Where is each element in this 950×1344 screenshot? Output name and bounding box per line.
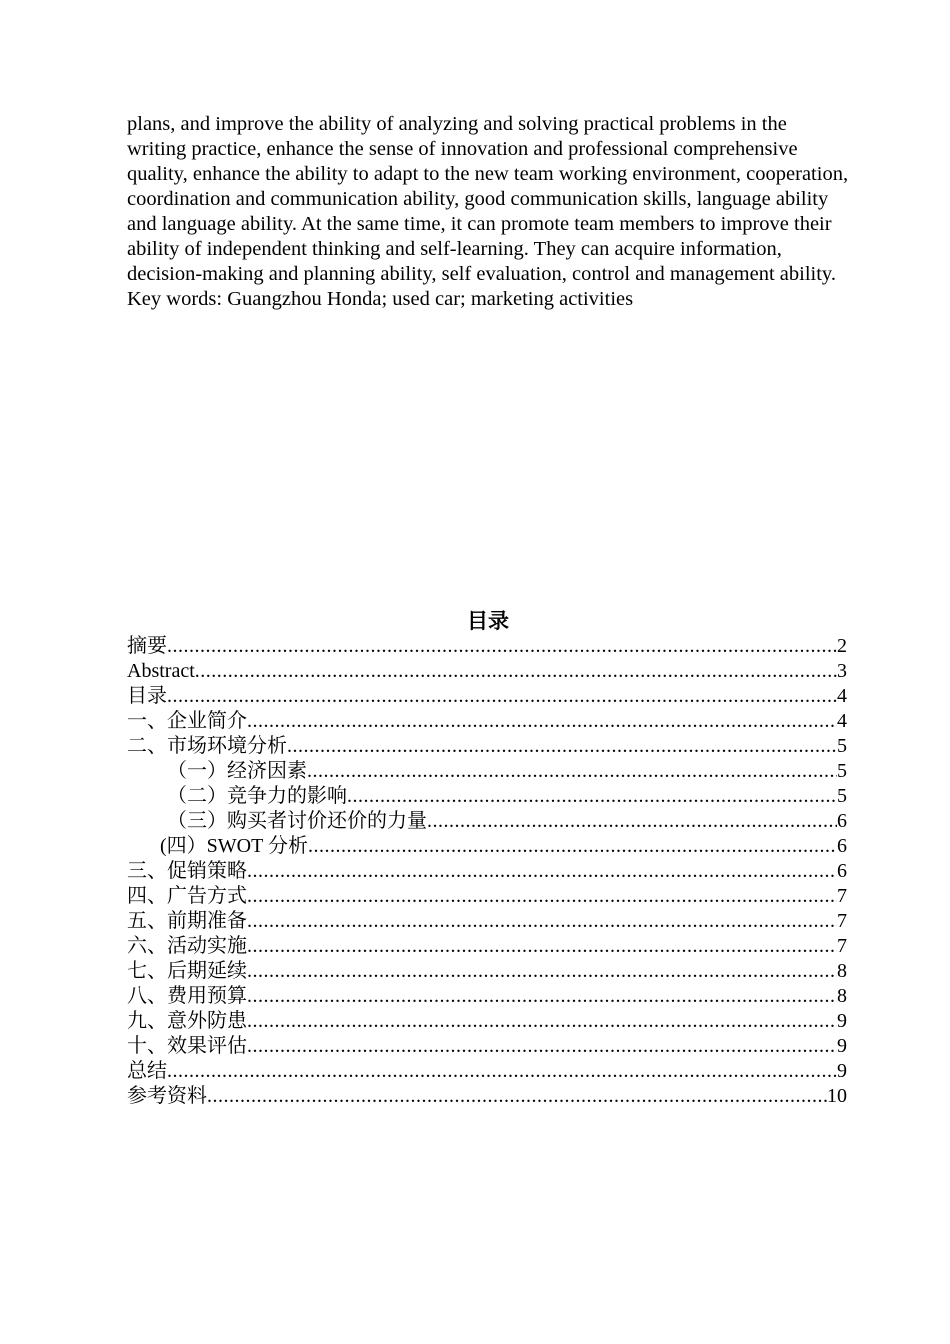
toc-entry-label: 四、广告方式: [127, 885, 247, 907]
toc-entry-label: Abstract: [127, 660, 195, 682]
toc-leader-dots: [207, 1084, 827, 1109]
toc-entry-summary[interactable]: [127, 1059, 847, 1084]
toc-entry-page: 8: [837, 985, 847, 1007]
toc-entry-label: 十、效果评估: [127, 1035, 247, 1057]
toc-entry-page: 5: [837, 735, 847, 757]
table-of-contents: [127, 634, 847, 1109]
toc-leader-dots: [247, 909, 837, 934]
toc-entry-label: 二、市场环境分析: [127, 735, 287, 757]
toc-leader-dots: [427, 809, 837, 834]
toc-entry-page: 4: [837, 710, 847, 732]
toc-leader-dots: [287, 734, 837, 759]
toc-entry-page: 6: [837, 860, 847, 882]
toc-entry-buyer-power[interactable]: [127, 809, 847, 834]
toc-entry-page: 9: [837, 1035, 847, 1057]
toc-leader-dots: [167, 1059, 837, 1084]
toc-leader-dots: [167, 684, 837, 709]
toc-entry-market-analysis[interactable]: [127, 734, 847, 759]
toc-entry-page: 7: [837, 885, 847, 907]
toc-entry-page: 7: [837, 910, 847, 932]
toc-entry-budget[interactable]: [127, 984, 847, 1009]
toc-entry-contingency[interactable]: [127, 1009, 847, 1034]
toc-entry-label: 目录: [127, 685, 167, 707]
toc-entry-label: 参考资料: [127, 1085, 207, 1107]
toc-entry-label: （三）购买者讨价还价的力量: [167, 810, 427, 832]
abstract-section: [127, 112, 849, 312]
toc-entry-page: 4: [837, 685, 847, 707]
toc-entry-page: 9: [837, 1010, 847, 1032]
toc-entry-page: 8: [837, 960, 847, 982]
toc-leader-dots: [347, 784, 837, 809]
toc-entry-label: 总结: [127, 1060, 167, 1082]
toc-entry-page: 7: [837, 935, 847, 957]
toc-entry-label: （二）竞争力的影响: [167, 785, 347, 807]
toc-entry-swot[interactable]: [127, 834, 847, 859]
toc-entry-competition[interactable]: [127, 784, 847, 809]
toc-leader-dots: [195, 659, 837, 684]
toc-leader-dots: [167, 634, 837, 659]
toc-leader-dots: [247, 1034, 837, 1059]
toc-entry-label: （一）经济因素: [167, 760, 307, 782]
abstract-keywords: Key words: Guangzhou Honda; used car; marketing activities: [127, 288, 634, 310]
abstract-paragraph: plans, and improve the ability of analyzing and solving practical problems in the writing practice, enhance the sense of innovation and professional comprehensive quality, enhance the ability to adapt to the new team working environment, cooperation, coordination and communication ability, good communication skills, language ability and language ability. At the same time, it can promote team members to improve their ability of independent thinking and self-learning. They can acquire information, decision-making and planning ability, self evaluation, control and management ability.: [127, 113, 849, 285]
toc-entry-page: 3: [837, 660, 847, 682]
toc-entry-label: 六、活动实施: [127, 935, 247, 957]
toc-entry-economic-factors[interactable]: [127, 759, 847, 784]
toc-entry-label: 九、意外防患: [127, 1010, 247, 1032]
toc-entry-preparation[interactable]: [127, 909, 847, 934]
toc-title: 目录: [467, 609, 509, 633]
toc-entry-page: 5: [837, 785, 847, 807]
toc-entry-page: 6: [837, 835, 847, 857]
toc-entry-company-profile[interactable]: [127, 709, 847, 734]
toc-leader-dots: [247, 859, 837, 884]
toc-leader-dots: [247, 1009, 837, 1034]
toc-entry-label: (四）SWOT 分析: [160, 835, 308, 857]
toc-entry-abstract-en[interactable]: [127, 659, 847, 684]
toc-entry-promotion[interactable]: [127, 859, 847, 884]
toc-entry-evaluation[interactable]: [127, 1034, 847, 1059]
toc-leader-dots: [247, 984, 837, 1009]
toc-entry-label: 三、促销策略: [127, 860, 247, 882]
toc-entry-page: 6: [837, 810, 847, 832]
toc-entry-page: 5: [837, 760, 847, 782]
toc-entry-page: 2: [837, 635, 847, 657]
toc-entry-label: 一、企业简介: [127, 710, 247, 732]
toc-entry-implementation[interactable]: [127, 934, 847, 959]
toc-leader-dots: [307, 759, 837, 784]
toc-entry-references[interactable]: [127, 1084, 847, 1109]
toc-entry-label: 摘要: [127, 635, 167, 657]
toc-entry-page: 10: [827, 1085, 847, 1107]
toc-entry-label: 七、后期延续: [127, 960, 247, 982]
toc-entry-contents[interactable]: [127, 684, 847, 709]
toc-leader-dots: [247, 884, 837, 909]
toc-leader-dots: [247, 959, 837, 984]
toc-entry-abstract-cn[interactable]: [127, 634, 847, 659]
toc-leader-dots: [247, 709, 837, 734]
toc-entry-page: 9: [837, 1060, 847, 1082]
toc-leader-dots: [308, 834, 837, 859]
toc-entry-advertising[interactable]: [127, 884, 847, 909]
toc-entry-follow-up[interactable]: [127, 959, 847, 984]
toc-leader-dots: [247, 934, 837, 959]
toc-entry-label: 八、费用预算: [127, 985, 247, 1007]
toc-entry-label: 五、前期准备: [127, 910, 247, 932]
